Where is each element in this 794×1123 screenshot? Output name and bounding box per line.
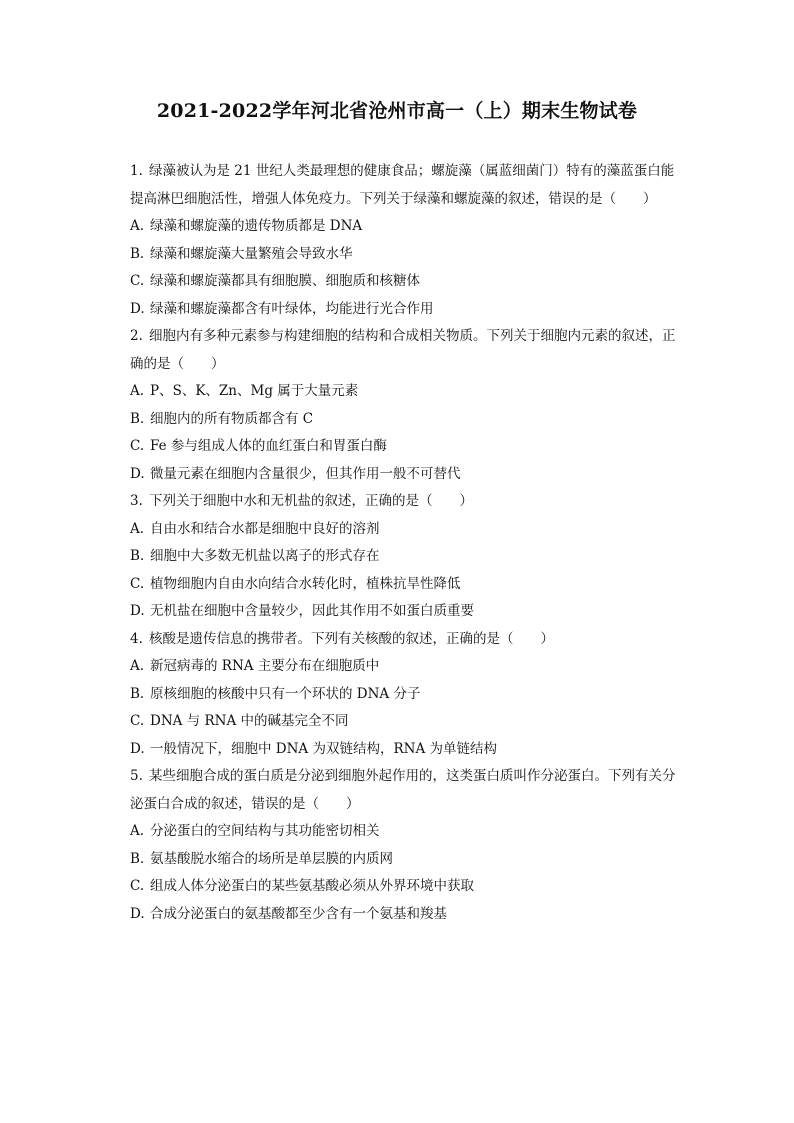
option-text: 合成分泌蛋白的氨基酸都至少含有一个氨基和羧基 xyxy=(150,905,447,922)
option-text: 一般情况下，细胞中 DNA 为双链结构，RNA 为单链结构 xyxy=(150,740,497,757)
option-a xyxy=(130,213,695,241)
option-letter: A. xyxy=(130,658,145,674)
option-text: 组成人体分泌蛋白的某些氨基酸必须从外界环境中获取 xyxy=(150,878,474,894)
option-d xyxy=(130,461,695,489)
question-stem-line: 泌蛋白合成的叙述，错误的是（ ） xyxy=(130,795,360,812)
page-title: 2021-2022学年河北省沧州市高一（上）期末生物试卷 xyxy=(156,100,638,122)
option-letter: A. xyxy=(130,383,145,399)
option-letter: C. xyxy=(130,575,145,592)
option-text: 细胞中大多数无机盐以离子的形式存在 xyxy=(150,548,380,564)
option-b xyxy=(130,241,695,269)
question-number: 4. xyxy=(130,630,143,647)
option-text: 绿藻和螺旋藻都具有细胞膜、细胞质和核糖体 xyxy=(150,273,420,289)
question-stem-text: 下列关于细胞中水和无机盐的叙述，正确的是（ ） xyxy=(149,493,473,509)
question-number: 5. xyxy=(130,768,143,784)
option-text: 原核细胞的核酸中只有一个环状的 DNA 分子 xyxy=(150,685,421,702)
option-c xyxy=(130,873,695,901)
option-a xyxy=(130,653,695,681)
option-text: 细胞内的所有物质都含有 C xyxy=(150,410,314,427)
question-stem-line: 提高淋巴细胞活性，增强人体免疫力。下列关于绿藻和螺旋藻的叙述，错误的是（ ） xyxy=(130,190,657,207)
question-stem-text: 核酸是遗传信息的携带者。下列有关核酸的叙述，正确的是（ ） xyxy=(149,630,554,647)
option-d xyxy=(130,736,695,764)
question-2 xyxy=(130,323,695,488)
option-c xyxy=(130,268,695,296)
option-b xyxy=(130,681,695,709)
question-4 xyxy=(130,626,695,764)
question-number: 2. xyxy=(130,328,143,344)
question-3 xyxy=(130,488,695,626)
option-letter: D. xyxy=(130,740,145,757)
option-a xyxy=(130,516,695,544)
question-list xyxy=(130,158,695,928)
option-letter: B. xyxy=(130,850,145,867)
option-letter: A. xyxy=(130,218,145,234)
option-b xyxy=(130,846,695,874)
option-letter: A. xyxy=(130,520,145,537)
option-text: 自由水和结合水都是细胞中良好的溶剂 xyxy=(150,520,380,537)
option-letter: D. xyxy=(130,905,145,922)
question-number: 3. xyxy=(130,493,143,509)
option-letter: B. xyxy=(130,548,145,564)
question-stem-line xyxy=(130,323,695,351)
option-d xyxy=(130,296,695,324)
option-text: 新冠病毒的 RNA 主要分布在细胞质中 xyxy=(150,658,380,674)
question-stem-line xyxy=(130,626,695,654)
question-1 xyxy=(130,158,695,323)
option-text: 绿藻和螺旋藻都含有叶绿体，均能进行光合作用 xyxy=(150,300,434,317)
option-text: DNA 与 RNA 中的碱基完全不同 xyxy=(150,713,349,729)
option-letter: A. xyxy=(130,823,145,839)
question-stem-line xyxy=(130,763,695,791)
option-text: 绿藻和螺旋藻大量繁殖会导致水华 xyxy=(150,245,353,262)
option-text: P、S、K、Zn、Mg 属于大量元素 xyxy=(150,383,359,399)
option-letter: C. xyxy=(130,273,145,289)
question-stem-text: 某些细胞合成的蛋白质是分泌到细胞外起作用的，这类蛋白质叫作分泌蛋白。下列有关分 xyxy=(149,768,676,784)
option-letter: B. xyxy=(130,685,145,702)
option-letter: C. xyxy=(130,438,145,454)
option-d xyxy=(130,598,695,626)
option-b xyxy=(130,406,695,434)
option-letter: D. xyxy=(130,465,145,482)
option-text: 无机盐在细胞中含量较少，因此其作用不如蛋白质重要 xyxy=(150,603,474,619)
question-stem-text: 绿藻被认为是 21 世纪人类最理想的健康食品；螺旋藻（属蓝细菌门）特有的藻蓝蛋白能 xyxy=(149,163,675,179)
question-stem-text: 细胞内有多种元素参与构建细胞的结构和合成相关物质。下列关于细胞内元素的叙述，正 xyxy=(149,328,676,344)
option-a xyxy=(130,378,695,406)
option-c xyxy=(130,708,695,736)
option-text: Fe 参与组成人体的血红蛋白和胃蛋白酶 xyxy=(150,438,387,454)
option-letter: D. xyxy=(130,300,145,317)
question-stem-line xyxy=(130,158,695,186)
option-text: 植物细胞内自由水向结合水转化时，植株抗旱性降低 xyxy=(150,575,461,592)
option-d xyxy=(130,901,695,929)
option-letter: D. xyxy=(130,603,145,619)
option-text: 微量元素在细胞内含量很少，但其作用一般不可替代 xyxy=(150,465,461,482)
option-a xyxy=(130,818,695,846)
question-number: 1. xyxy=(130,163,143,179)
option-letter: C. xyxy=(130,713,145,729)
option-letter: B. xyxy=(130,245,145,262)
option-b xyxy=(130,543,695,571)
option-text: 氨基酸脱水缩合的场所是单层膜的内质网 xyxy=(150,850,393,867)
option-c xyxy=(130,571,695,599)
option-text: 分泌蛋白的空间结构与其功能密切相关 xyxy=(150,823,380,839)
option-c xyxy=(130,433,695,461)
question-stem-line: 确的是（ ） xyxy=(130,355,225,372)
question-stem-line xyxy=(130,488,695,516)
option-text: 绿藻和螺旋藻的遗传物质都是 DNA xyxy=(150,218,363,234)
question-5 xyxy=(130,763,695,928)
option-letter: C. xyxy=(130,878,145,894)
option-letter: B. xyxy=(130,410,145,427)
